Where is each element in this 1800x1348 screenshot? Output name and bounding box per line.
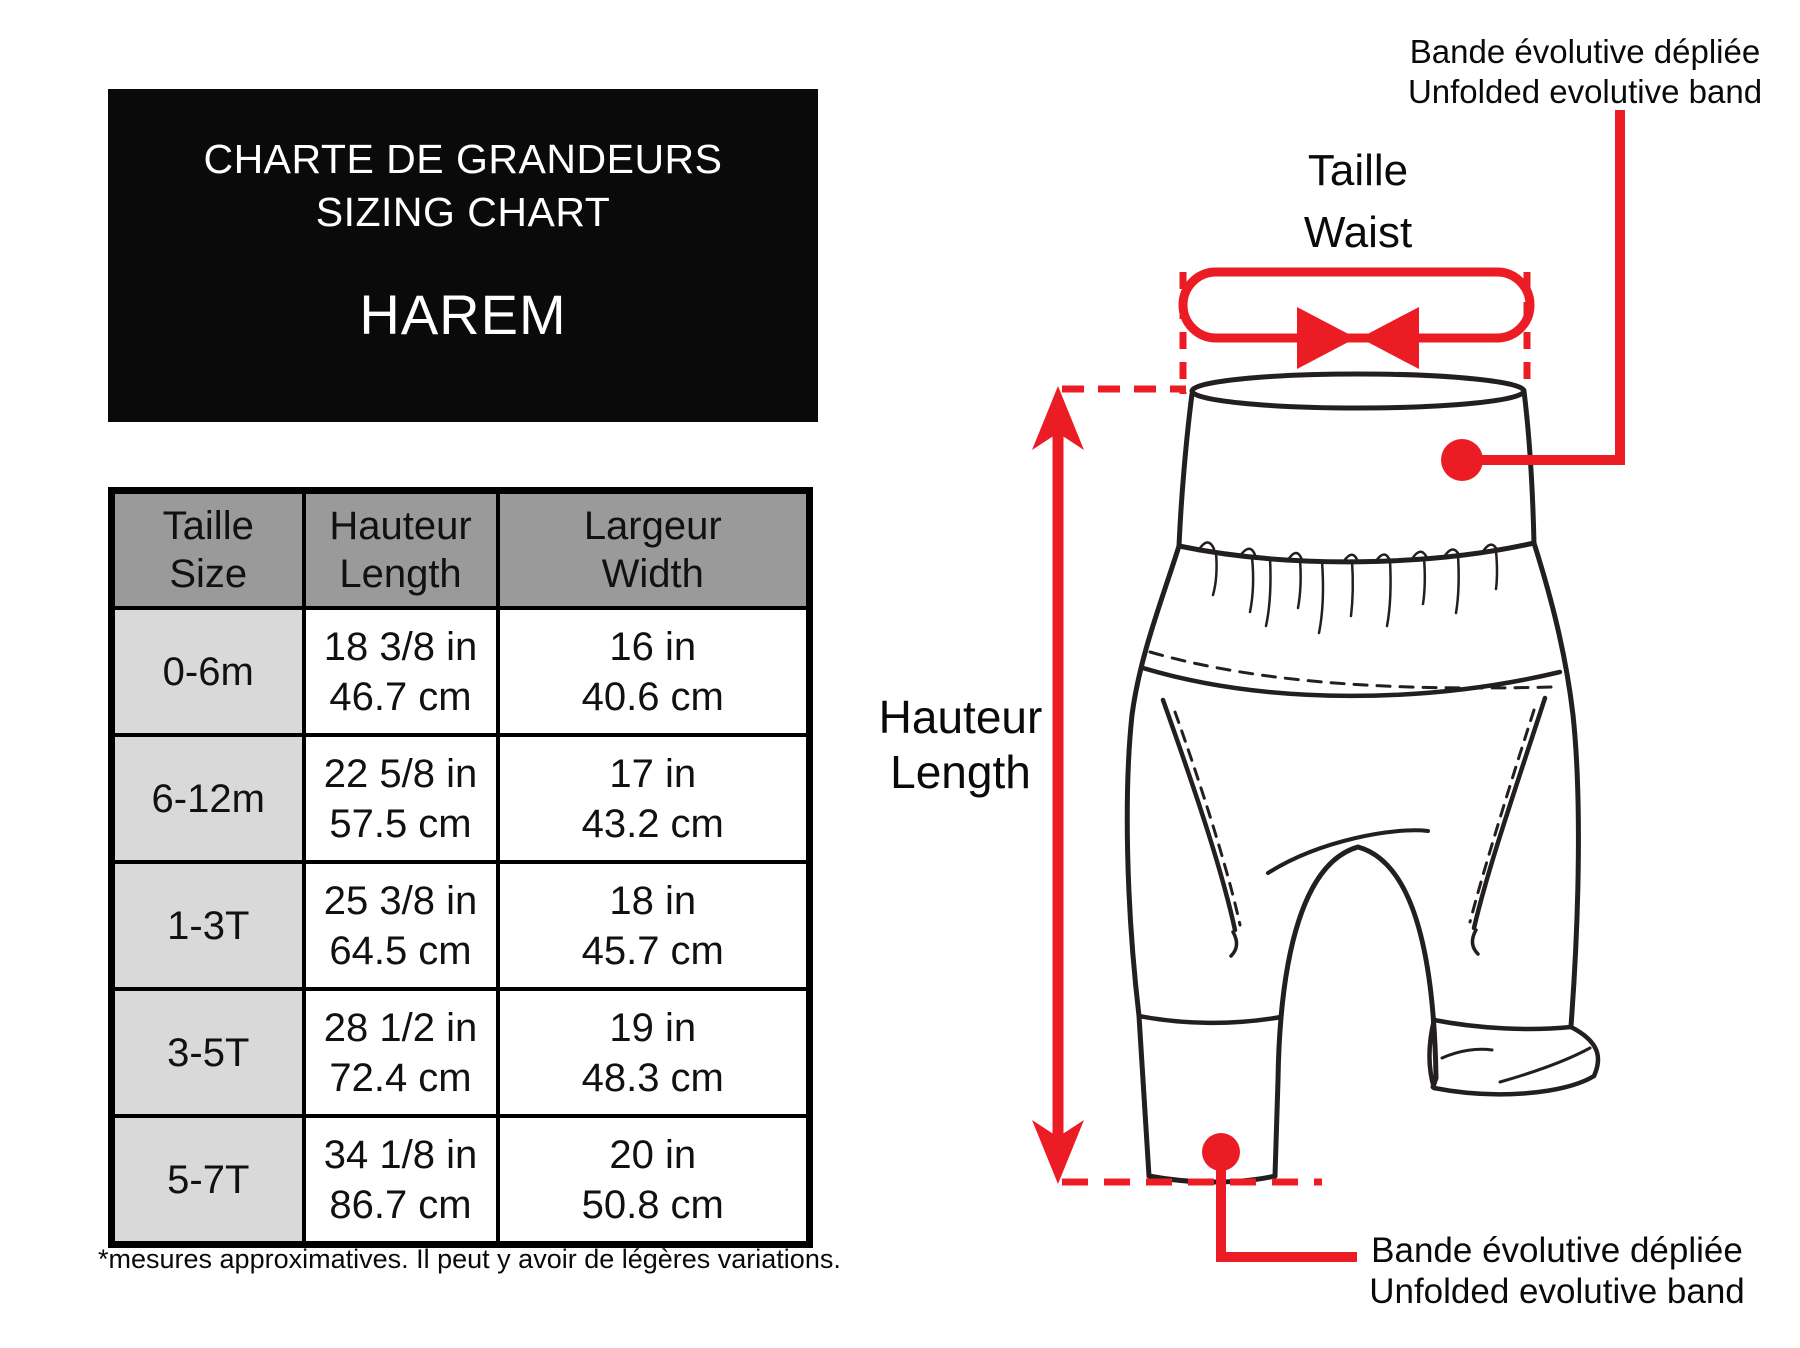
label-length: Hauteur Length: [878, 691, 1043, 798]
cell-length: 28 1/2 in 72.4 cm: [304, 989, 498, 1116]
cell-size: 0-6m: [112, 608, 304, 735]
cell-length: 25 3/8 in 64.5 cm: [304, 862, 498, 989]
footnote: *mesures approximatives. Il peut y avoir de légères variations.: [98, 1244, 841, 1274]
band-bottom-leader-dot: [1202, 1133, 1240, 1171]
label-band-bottom: Bande évolutive dépliée Unfolded evolutive band: [1369, 1231, 1745, 1311]
pocket-left-dashed: [1175, 712, 1240, 925]
product-name: HAREM: [359, 283, 567, 346]
label-waist: Taille Waist: [1303, 146, 1413, 257]
header-length: Hauteur Length: [304, 491, 498, 609]
band-top-leader-dot: [1441, 439, 1483, 481]
left-leg-inner-lower: [1275, 1080, 1278, 1176]
waist-measure-loop: [1183, 272, 1530, 338]
chart-title-en: SIZING CHART: [315, 189, 611, 235]
outer-edge-left: [1127, 546, 1179, 1016]
cell-width: 19 in 48.3 cm: [498, 989, 810, 1116]
left-leg-outer-lower: [1139, 1016, 1149, 1176]
red-annotations: [1032, 110, 1620, 1257]
cell-size: 1-3T: [112, 862, 304, 989]
chart-title-fr: CHARTE DE GRANDEURS: [203, 136, 723, 182]
cell-length: 22 5/8 in 57.5 cm: [304, 735, 498, 862]
cell-length: 34 1/8 in 86.7 cm: [304, 1116, 498, 1245]
crotch-arch: [1278, 847, 1436, 1080]
yoke-line-solid: [1143, 668, 1560, 696]
cell-length: 18 3/8 in 46.7 cm: [304, 608, 498, 735]
cell-width: 16 in 40.6 cm: [498, 608, 810, 735]
waist-arrow-left-icon: [1360, 307, 1419, 369]
header-width: Largeur Width: [498, 491, 810, 609]
cell-width: 20 in 50.8 cm: [498, 1116, 810, 1245]
header-size: Taille Size: [112, 491, 304, 609]
cell-size: 6-12m: [112, 735, 304, 862]
right-roll-fold-long: [1500, 1048, 1590, 1082]
outer-edge-right: [1534, 543, 1578, 1026]
cell-width: 17 in 43.2 cm: [498, 735, 810, 862]
left-cuff-seam: [1139, 1016, 1281, 1023]
cell-size: 5-7T: [112, 1116, 304, 1245]
pocket-right-hook: [1472, 930, 1478, 954]
waistband-right-edge: [1524, 391, 1534, 544]
pocket-left-hook: [1231, 932, 1237, 956]
pocket-right-solid: [1474, 698, 1545, 928]
label-band-top: Bande évolutive dépliée Unfolded evolutive band: [1407, 33, 1763, 110]
waist-opening: [1192, 374, 1524, 408]
band-top-leader-line: [1468, 110, 1620, 460]
cell-width: 18 in 45.7 cm: [498, 862, 810, 989]
pants-drawing: [1127, 374, 1598, 1182]
band-bottom-leader-line: [1221, 1155, 1357, 1257]
right-cuff-top-seam: [1434, 1020, 1571, 1029]
cell-size: 3-5T: [112, 989, 304, 1116]
pocket-right-dashed: [1470, 710, 1534, 922]
waistband-left-edge: [1179, 394, 1192, 546]
pocket-left-solid: [1163, 700, 1235, 930]
waist-arrow-right-icon: [1297, 307, 1356, 369]
right-roll-fold-small: [1442, 1049, 1492, 1058]
